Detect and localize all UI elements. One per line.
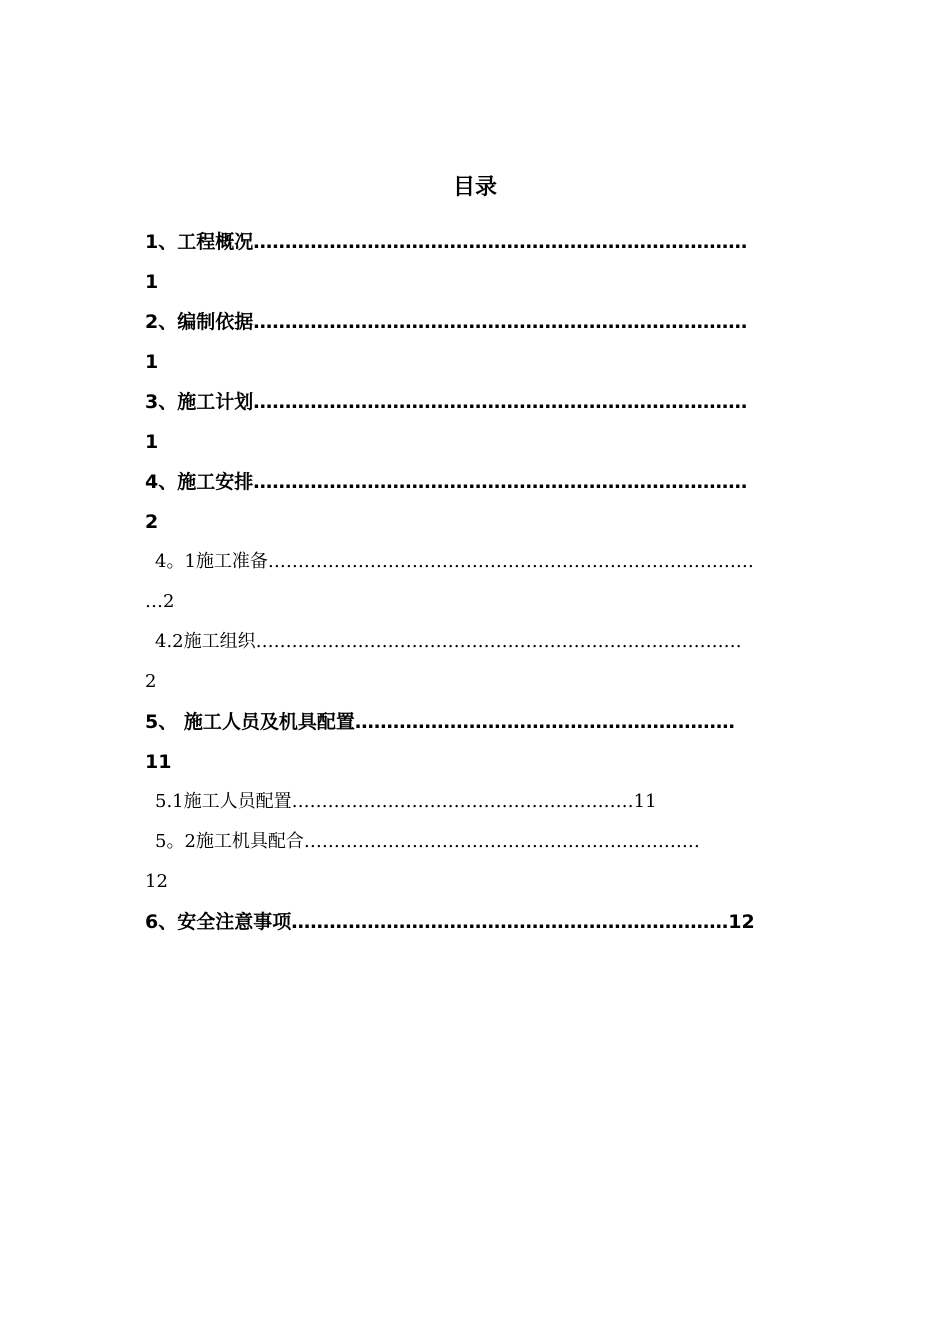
toc-entry-4-page: 2: [145, 511, 159, 533]
toc-title: 目录: [452, 175, 497, 200]
toc-entry-5-1[interactable]: 5.1施工人员配置…………………………………………………11: [155, 791, 657, 812]
toc-entry-4-1[interactable]: 4。1施工准备………………………………………………………………………: [155, 551, 754, 572]
toc-entry-5-2-page: 12: [145, 871, 168, 892]
toc-entry-4-2-page: 2: [145, 671, 157, 692]
toc-entry-5-page: 11: [145, 751, 172, 773]
toc-entry-4-2[interactable]: 4.2施工组织………………………………………………………………………: [155, 631, 742, 652]
toc-entry-1-page: 1: [145, 271, 159, 293]
toc-entry-2-page: 1: [145, 351, 159, 373]
toc-entry-5[interactable]: 5、 施工人员及机具配置……………………………………………………: [145, 711, 735, 733]
toc-entry-2[interactable]: 2、编制依据……………………………………………………………………: [145, 311, 748, 333]
toc-entry-3-page: 1: [145, 431, 159, 453]
table-of-contents: [145, 222, 805, 942]
toc-entry-1[interactable]: 1、工程概况……………………………………………………………………: [145, 231, 748, 253]
toc-entry-6[interactable]: 6、安全注意事项……………………………………………………………12: [145, 911, 755, 933]
toc-entry-4[interactable]: 4、施工安排……………………………………………………………………: [145, 471, 748, 493]
toc-entry-3[interactable]: 3、施工计划……………………………………………………………………: [145, 391, 748, 413]
toc-entry-4-1-page: …2: [145, 591, 175, 612]
toc-entry-5-2[interactable]: 5。2施工机具配合…………………………………………………………: [155, 831, 700, 852]
